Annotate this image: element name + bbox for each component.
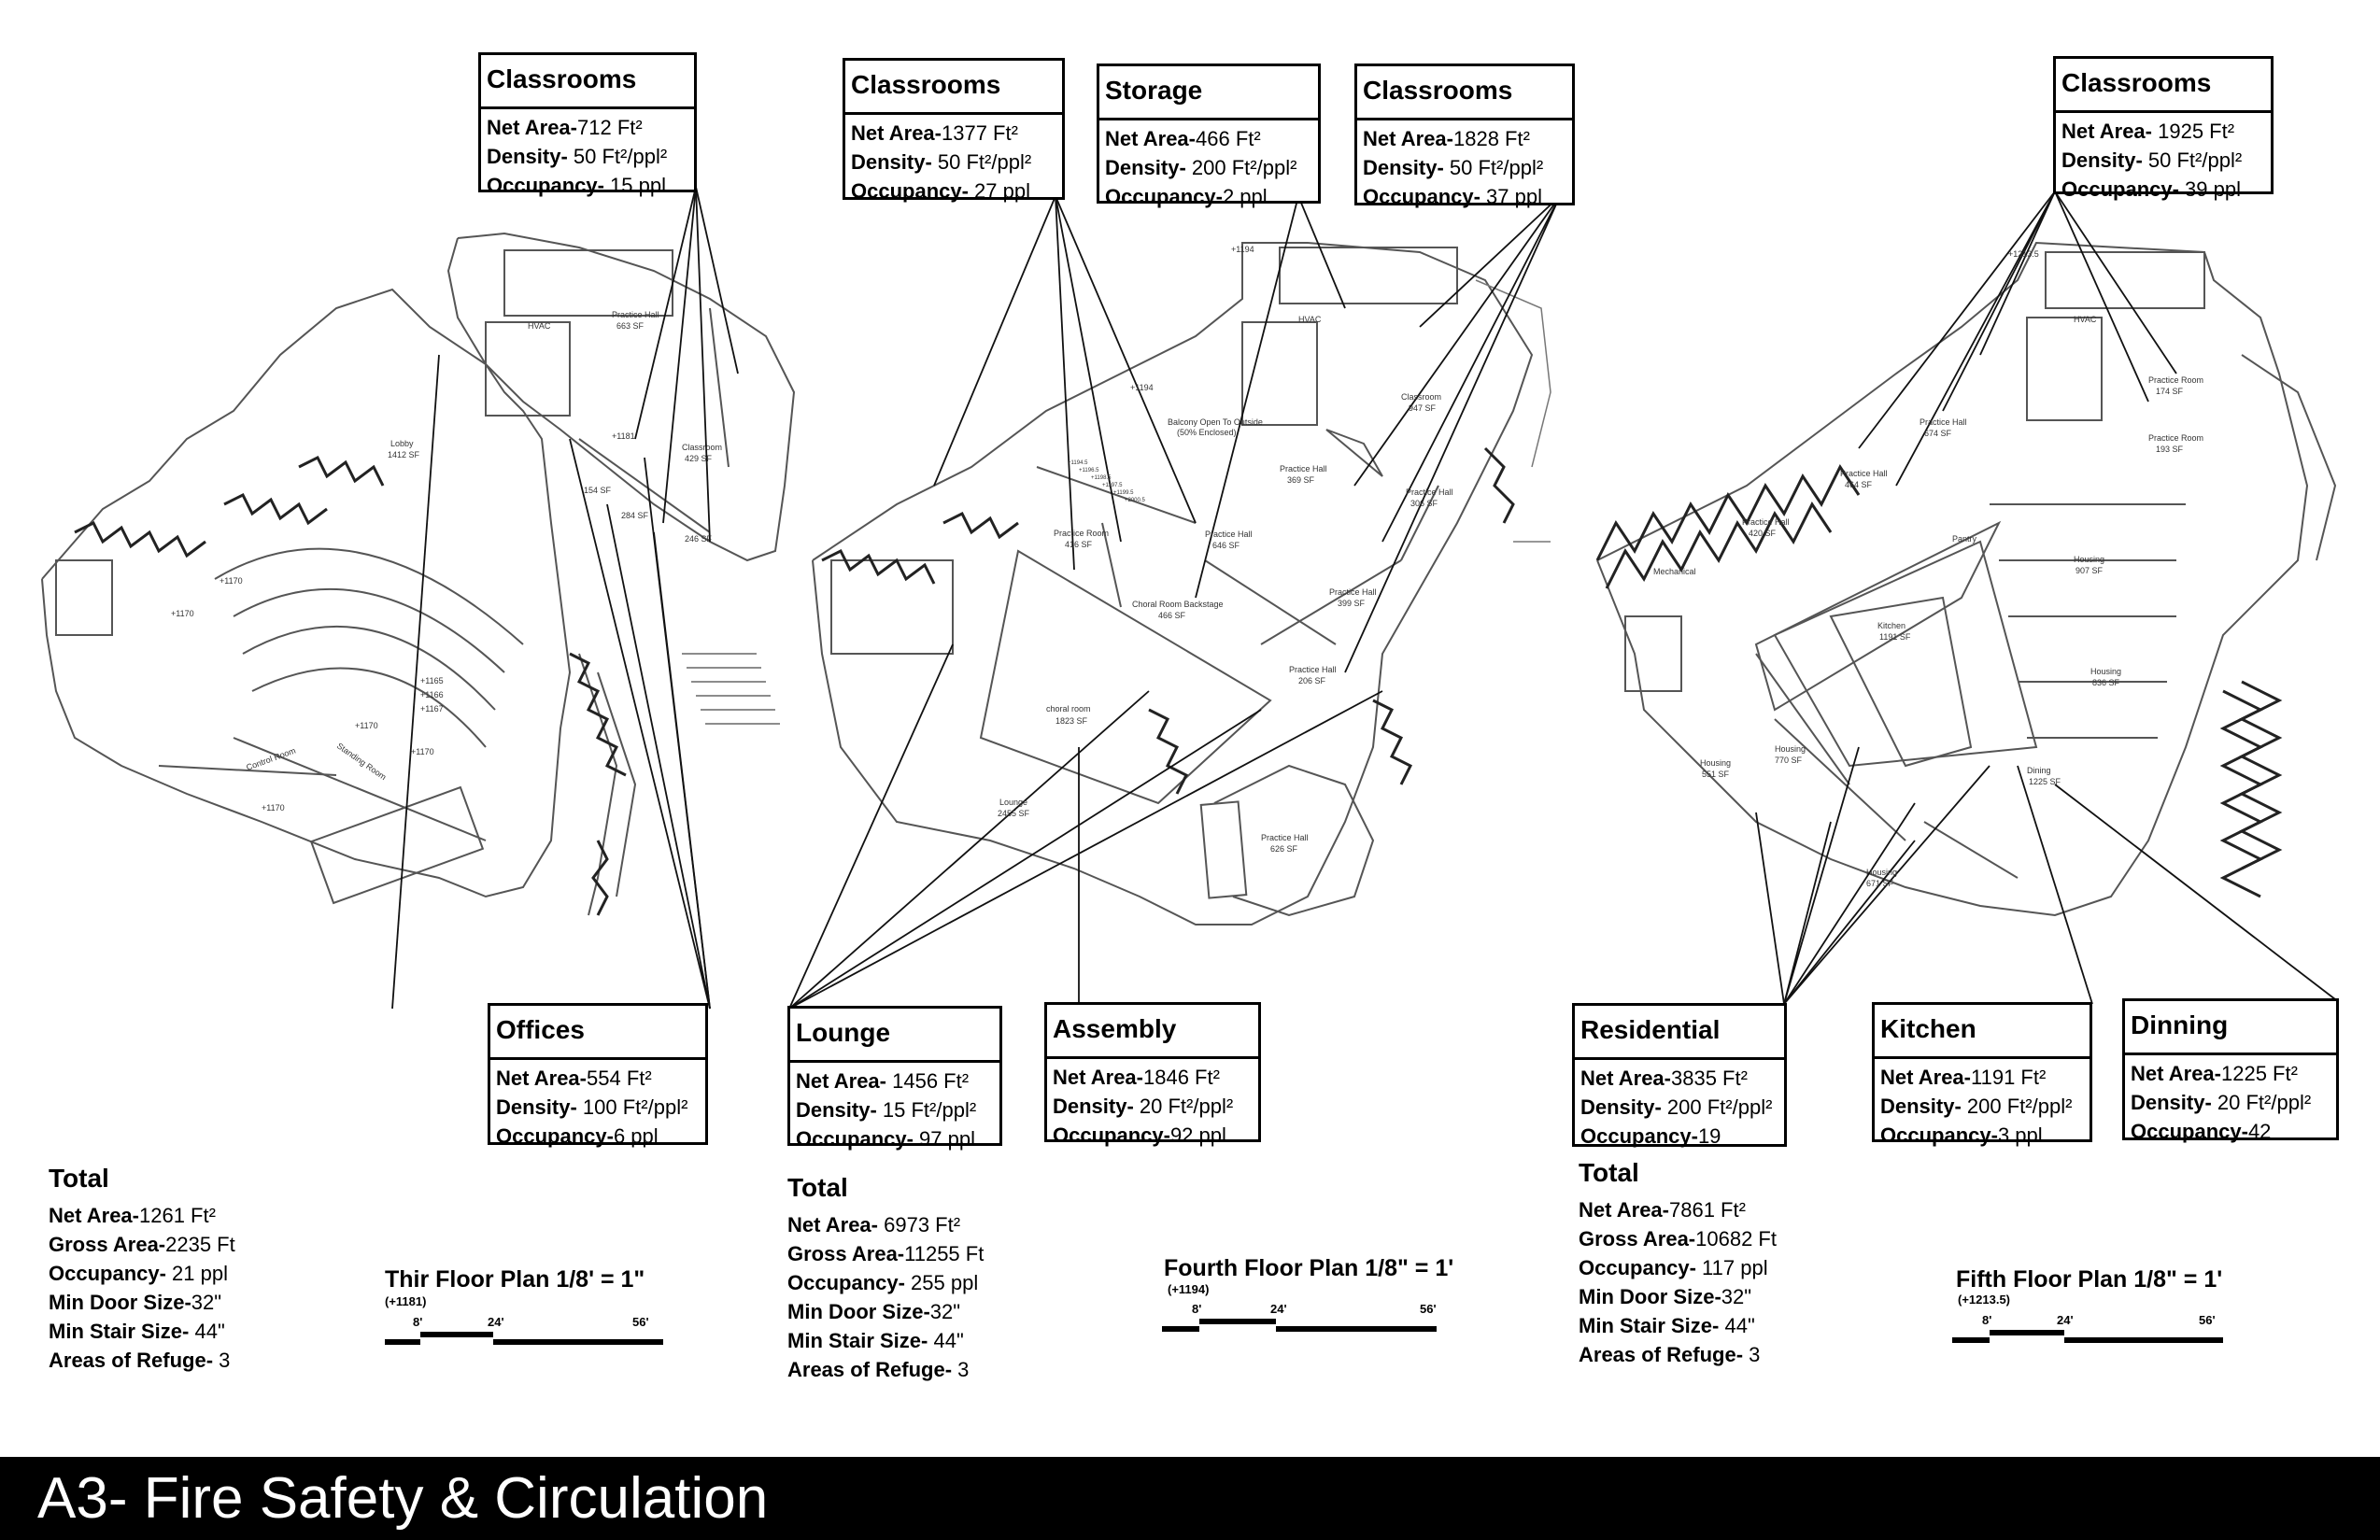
plan-label: HVAC (1298, 315, 1322, 324)
plan-label: Classroom (682, 443, 723, 452)
sheet-footer (0, 1457, 2380, 1540)
plan-label: Practice Hall (612, 310, 659, 319)
room-name: Offices (490, 1006, 705, 1060)
density-line: Density- 200 Ft²/ppl² (1880, 1095, 2073, 1118)
net-area-line: Net Area- 1456 Ft² (796, 1069, 970, 1093)
plan-label: Kitchen (1877, 621, 1906, 630)
sheet-title: A3- Fire Safety & Circulation (37, 1466, 769, 1531)
plan-label: Practice Hall (1920, 417, 1967, 427)
totals-fifth-floor (1579, 1154, 1777, 1369)
plan-label: +1170 (171, 609, 194, 618)
plan-label: +1170 (220, 576, 243, 586)
plan-label: 174 SF (2156, 387, 2184, 396)
plan-label: +1181 (612, 431, 635, 441)
total-refuge: Areas of Refuge- 3 (49, 1349, 231, 1372)
scale-mark: 56' (2199, 1313, 2216, 1327)
scale-segment (2064, 1337, 2223, 1343)
plan-label: 646 SF (1212, 541, 1240, 550)
density-line: Density- 100 Ft²/ppl² (496, 1095, 688, 1119)
density-line: Density- 200 Ft²/ppl² (1580, 1095, 1773, 1119)
plan-elevation-third: (+1181) (385, 1294, 427, 1308)
plan-label: Mechanical (1653, 567, 1696, 576)
scale-bar-fifth (1952, 1313, 2232, 1350)
fourth-floor-plan (813, 243, 1532, 925)
net-area-line: Net Area-712 Ft² (487, 116, 643, 139)
plan-label: HVAC (2074, 315, 2097, 324)
total-min-door: Min Door Size-32" (787, 1300, 961, 1323)
plan-label: 206 SF (1298, 676, 1326, 685)
plan-label: 420 SF (1749, 529, 1777, 538)
scale-mark: 8' (1982, 1313, 1992, 1327)
plan-label: 246 SF (685, 534, 713, 544)
plan-label: Pantry (1952, 534, 1977, 544)
occupancy-line: Occupancy- 15 ppl (487, 174, 666, 197)
plan-label: 674 SF (1924, 429, 1952, 438)
room-name: Assembly (1047, 1005, 1258, 1059)
density-line: Density- 20 Ft²/ppl² (1053, 1095, 1234, 1118)
plan-label: Classroom (1401, 392, 1442, 402)
scale-mark: 24' (2057, 1313, 2074, 1327)
plan-label: Choral Room Backstage (1132, 600, 1224, 609)
occupancy-line: Occupancy-42 (2131, 1120, 2272, 1143)
plan-label: 2455 SF (998, 809, 1030, 818)
plan-label: 663 SF (616, 321, 645, 331)
plan-label: Housing (1866, 868, 1898, 877)
plan-label: Lounge (999, 798, 1028, 807)
plan-title-fifth: Fifth Floor Plan 1/8" = 1' (1956, 1266, 2223, 1293)
net-area-line: Net Area-554 Ft² (496, 1067, 652, 1090)
plan-label: Housing (1775, 744, 1806, 754)
plan-label: 416 SF (1065, 540, 1093, 549)
plan-label: +1194.5 (1068, 460, 1088, 466)
total-refuge: Areas of Refuge- 3 (1579, 1343, 1761, 1366)
net-area-line: Net Area-1191 Ft² (1880, 1066, 2047, 1089)
fifth-floor-plan (1597, 243, 2335, 915)
plan-elevation-fifth: (+1213.5) (1958, 1293, 2011, 1307)
plan-label: 1412 SF (388, 450, 420, 459)
plan-label: +1196.5 (1079, 468, 1099, 473)
net-area-line: Net Area- 1925 Ft² (2061, 120, 2235, 143)
plan-label: 1225 SF (2029, 777, 2061, 786)
plan-label: Standing Room (334, 741, 389, 783)
plan-label: +1166 (420, 690, 444, 699)
occupancy-line: Occupancy-2 ppl (1105, 185, 1268, 208)
plan-label: Practice Hall (1406, 487, 1453, 497)
plan-label: Lobby (390, 439, 414, 448)
total-net-area: Net Area-1261 Ft² (49, 1204, 216, 1227)
total-min-stair: Min Stair Size- 44" (49, 1320, 225, 1343)
plan-label: 1823 SF (1055, 716, 1088, 726)
plan-label: +1170 (411, 747, 434, 756)
total-min-stair: Min Stair Size- 44" (1579, 1314, 1755, 1337)
room-name: Classrooms (2056, 59, 2271, 113)
plan-label: Practice Hall (1840, 469, 1888, 478)
scale-segment (1199, 1319, 1276, 1324)
plan-label: +1194 (1130, 383, 1154, 392)
room-box-fifth-residential (1572, 1003, 1787, 1147)
total-gross-area: Gross Area-10682 Ft (1579, 1227, 1777, 1250)
plan-title-fourth: Fourth Floor Plan 1/8" = 1' (1164, 1255, 1454, 1281)
plan-label: +1170 (262, 803, 285, 812)
scale-segment (493, 1339, 663, 1345)
totals-fourth-floor (787, 1169, 984, 1384)
room-name: Classrooms (845, 61, 1062, 115)
total-net-area: Net Area- 6973 Ft² (787, 1213, 961, 1236)
plan-label: Practice Hall (1289, 665, 1337, 674)
density-line: Density- 200 Ft²/ppl² (1105, 156, 1297, 179)
plan-label: +1167 (420, 704, 444, 713)
total-occupancy: Occupancy- 117 ppl (1579, 1256, 1768, 1279)
scale-segment (385, 1339, 420, 1345)
plan-label: 947 SF (1409, 403, 1437, 413)
occupancy-line: Occupancy- 37 ppl (1363, 185, 1542, 208)
room-box-fifth-classrooms (2053, 56, 2274, 201)
occupancy-line: Occupancy-19 (1580, 1124, 1721, 1148)
density-line: Density- 50 Ft²/ppl² (1363, 156, 1544, 179)
plan-label: Practice Hall (1205, 530, 1253, 539)
occupancy-line: Occupancy- 39 ppl (2061, 177, 2241, 201)
total-gross-area: Gross Area-2235 Ft (49, 1233, 235, 1256)
room-name: Kitchen (1875, 1005, 2090, 1059)
plan-label: 369 SF (1287, 475, 1315, 485)
room-box-fifth-dinning (2122, 998, 2339, 1143)
room-box-fourth-assembly (1044, 1002, 1261, 1147)
scale-segment (1162, 1326, 1199, 1332)
occupancy-line: Occupancy-3 ppl (1880, 1123, 2043, 1147)
plan-label: Practice Hall (1261, 833, 1309, 842)
room-box-third-offices (488, 1003, 708, 1148)
plan-label: 193 SF (2156, 445, 2184, 454)
plan-label: Balcony Open To Outside (1168, 417, 1263, 427)
density-line: Density- 50 Ft²/ppl² (487, 145, 668, 168)
plan-label: Practice Room (2148, 375, 2204, 385)
leader-lines (392, 187, 2335, 1009)
occupancy-line: Occupancy-92 ppl (1053, 1123, 1226, 1147)
totals-title: Total (787, 1173, 848, 1202)
plan-label: 466 SF (1158, 611, 1186, 620)
plan-label: HVAC (528, 321, 551, 331)
room-box-fourth-lounge (787, 1006, 1002, 1151)
totals-title: Total (1579, 1158, 1639, 1187)
total-net-area: Net Area-7861 Ft² (1579, 1198, 1746, 1222)
room-name: Storage (1099, 66, 1318, 120)
room-name: Classrooms (481, 55, 694, 109)
scale-mark: 24' (488, 1315, 504, 1329)
net-area-line: Net Area-1377 Ft² (851, 121, 1018, 145)
plan-label: +1198.5 (1091, 475, 1112, 481)
total-occupancy: Occupancy- 21 ppl (49, 1262, 228, 1285)
scale-mark: 56' (632, 1315, 649, 1329)
plan-label: Control Room (245, 745, 297, 772)
room-name: Dinning (2125, 1001, 2336, 1055)
plan-label: 306 SF (1410, 499, 1438, 508)
plan-label: Dining (2027, 766, 2051, 775)
plan-label: 770 SF (1775, 756, 1803, 765)
room-box-fourth-classrooms-a (843, 58, 1065, 203)
plan-label: Practice Hall (1742, 517, 1790, 527)
net-area-line: Net Area-3835 Ft² (1580, 1067, 1748, 1090)
room-box-fifth-kitchen (1872, 1002, 2092, 1147)
plan-label: +1197.5 (1102, 483, 1123, 488)
scale-segment (1276, 1326, 1437, 1332)
plan-label: +1213.5 (2008, 249, 2039, 259)
density-line: Density- 50 Ft²/ppl² (851, 150, 1032, 174)
total-gross-area: Gross Area-11255 Ft (787, 1242, 985, 1265)
plan-label: Housing (1700, 758, 1732, 768)
plan-label: 464 SF (1845, 480, 1873, 489)
scale-mark: 56' (1420, 1302, 1437, 1316)
plan-label: 551 SF (1702, 770, 1730, 779)
scale-bar-third (385, 1315, 665, 1352)
plan-label: Housing (2074, 555, 2105, 564)
scale-mark: 24' (1270, 1302, 1287, 1316)
density-line: Density- 50 Ft²/ppl² (2061, 148, 2243, 172)
totals-title: Total (49, 1164, 109, 1193)
plan-label: +1170 (355, 721, 378, 730)
plan-label: Practice Hall (1329, 587, 1377, 597)
density-line: Density- 20 Ft²/ppl² (2131, 1091, 2312, 1114)
plan-label: +1199.5 (1113, 490, 1134, 496)
plan-label: 671 SF (1866, 879, 1894, 888)
occupancy-line: Occupancy- 97 ppl (796, 1127, 975, 1151)
room-box-fourth-classrooms-b (1354, 64, 1575, 208)
room-box-fourth-storage (1097, 64, 1321, 208)
scale-mark: 8' (413, 1315, 423, 1329)
plan-label: choral room (1046, 704, 1091, 713)
plan-label: 429 SF (685, 454, 713, 463)
net-area-line: Net Area-1828 Ft² (1363, 127, 1530, 150)
net-area-line: Net Area-466 Ft² (1105, 127, 1261, 150)
plan-label: 907 SF (2075, 566, 2104, 575)
plan-label: 1191 SF (1879, 632, 1911, 642)
totals-third-floor (49, 1160, 235, 1375)
room-name: Lounge (790, 1009, 999, 1063)
plan-label: 399 SF (1338, 599, 1366, 608)
density-line: Density- 15 Ft²/ppl² (796, 1098, 977, 1122)
scale-bar-fourth (1162, 1302, 1442, 1339)
total-occupancy: Occupancy- 255 ppl (787, 1271, 979, 1294)
total-min-door: Min Door Size-32" (1579, 1285, 1752, 1308)
plan-label: +2000.5 (1125, 498, 1145, 503)
plan-label: 154 SF (584, 486, 612, 495)
plan-label: Practice Room (1054, 529, 1110, 538)
occupancy-line: Occupancy-6 ppl (496, 1124, 659, 1148)
scale-segment (420, 1332, 493, 1337)
occupancy-line: Occupancy- 27 ppl (851, 179, 1030, 203)
room-name: Residential (1575, 1006, 1784, 1060)
room-box-third-classrooms (478, 52, 697, 197)
plan-label: Practice Hall (1280, 464, 1327, 473)
plan-title-third: Thir Floor Plan 1/8' = 1" (385, 1266, 645, 1293)
net-area-line: Net Area-1225 Ft² (2131, 1062, 2298, 1085)
total-refuge: Areas of Refuge- 3 (787, 1358, 970, 1381)
plan-elevation-fourth: (+1194) (1168, 1282, 1210, 1296)
scale-mark: 8' (1192, 1302, 1202, 1316)
scale-segment (1952, 1337, 1990, 1343)
net-area-line: Net Area-1846 Ft² (1053, 1066, 1220, 1089)
room-name: Classrooms (1357, 66, 1572, 120)
total-min-door: Min Door Size-32" (49, 1291, 222, 1314)
plan-label: +1194 (1231, 245, 1254, 254)
plan-label: Practice Room (2148, 433, 2204, 443)
plan-label: 836 SF (2092, 678, 2120, 687)
total-min-stair: Min Stair Size- 44" (787, 1329, 964, 1352)
plan-label: Housing (2090, 667, 2122, 676)
plan-label: (50% Enclosed) (1177, 428, 1237, 437)
plan-label: +1165 (420, 676, 444, 685)
plan-label: 284 SF (621, 511, 649, 520)
plan-label: 626 SF (1270, 844, 1298, 854)
scale-segment (1990, 1330, 2064, 1335)
